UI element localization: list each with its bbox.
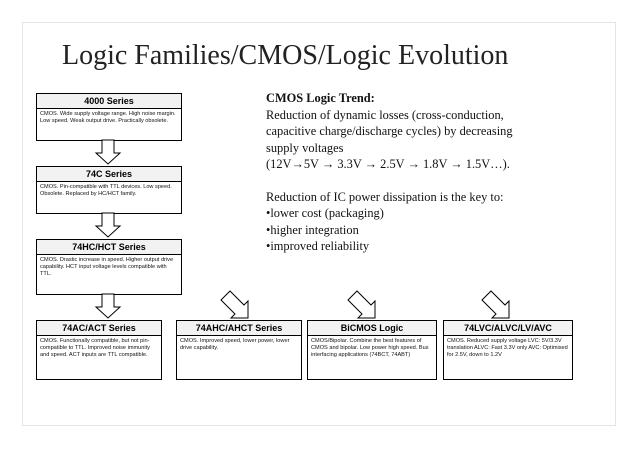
- box-74ahc-desc: CMOS. Improved speed, lower power, lower drive capability.: [180, 338, 290, 352]
- diagonal-arrow-icon: [221, 291, 248, 318]
- box-74ac-title: 74AC/ACT Series: [37, 321, 161, 336]
- box-74lvc-title: 74LVC/ALVC/LV/AVC: [444, 321, 572, 336]
- diagonal-arrow-icon: [348, 291, 375, 318]
- box-4000-title: 4000 Series: [37, 94, 181, 109]
- box-4000-desc: CMOS. Wide supply voltage range. High noise margin. Low speed. Weak output drive. Practically obsolete.: [40, 111, 176, 125]
- trend-bullet: •improved reliability: [266, 239, 370, 253]
- box-74c-desc: CMOS. Pin-compatible with TTL devices. Low speed. Obsolete. Replaced by HC/HCT family.: [40, 184, 172, 198]
- box-74c-title: 74C Series: [37, 167, 181, 182]
- box-74hc-desc: CMOS. Drastic increase in speed. Higher output drive capability. HCT input voltage levels compatible with TTL.: [40, 257, 174, 278]
- trend-line: Reduction of IC power dissipation is the key to:: [266, 189, 504, 204]
- cmos-trend-panel: [266, 90, 606, 255]
- box-74lvc-desc: CMOS. Reduced supply voltage LVC: 5V/3.3V translation ALVC: Fast 3.3V only AVC: Optimised for 2.5V, down to 1.2V: [447, 338, 568, 359]
- trend-bullet: •higher integration: [266, 222, 359, 237]
- box-bicmos-title: BiCMOS Logic: [308, 321, 436, 336]
- box-74ahc-title: 74AHC/AHCT Series: [177, 321, 301, 336]
- diagonal-arrow-icon: [482, 291, 509, 318]
- down-arrow-icon: [96, 294, 120, 318]
- down-arrow-icon: [96, 213, 120, 237]
- down-arrow-icon: [96, 140, 120, 164]
- trend-voltage-sequence: (12V→5V → 3.3V → 2.5V → 1.8V → 1.5V…).: [266, 157, 510, 171]
- trend-line: supply voltages: [266, 140, 344, 155]
- trend-heading: CMOS Logic Trend:: [266, 91, 375, 105]
- box-bicmos-desc: CMOS/Bipolar. Combine the best features of CMOS and bipolar. Low power high speed. Bus interfacing applications (74BCT, 74ABT): [311, 338, 429, 359]
- box-74ac-desc: CMOS. Functionally compatible, but not pin-compatible to TTL. Improved noise immunity and speed. ACT inputs are TTL compatible.: [40, 338, 150, 359]
- page-title: Logic Families/CMOS/Logic Evolution: [62, 40, 509, 71]
- trend-line: capacitive charge/discharge cycles) by decreasing: [266, 124, 513, 138]
- box-74hc-title: 74HC/HCT Series: [37, 240, 181, 255]
- trend-bullet: •lower cost (packaging): [266, 206, 384, 220]
- trend-line: Reduction of dynamic losses (cross-conduction,: [266, 107, 504, 122]
